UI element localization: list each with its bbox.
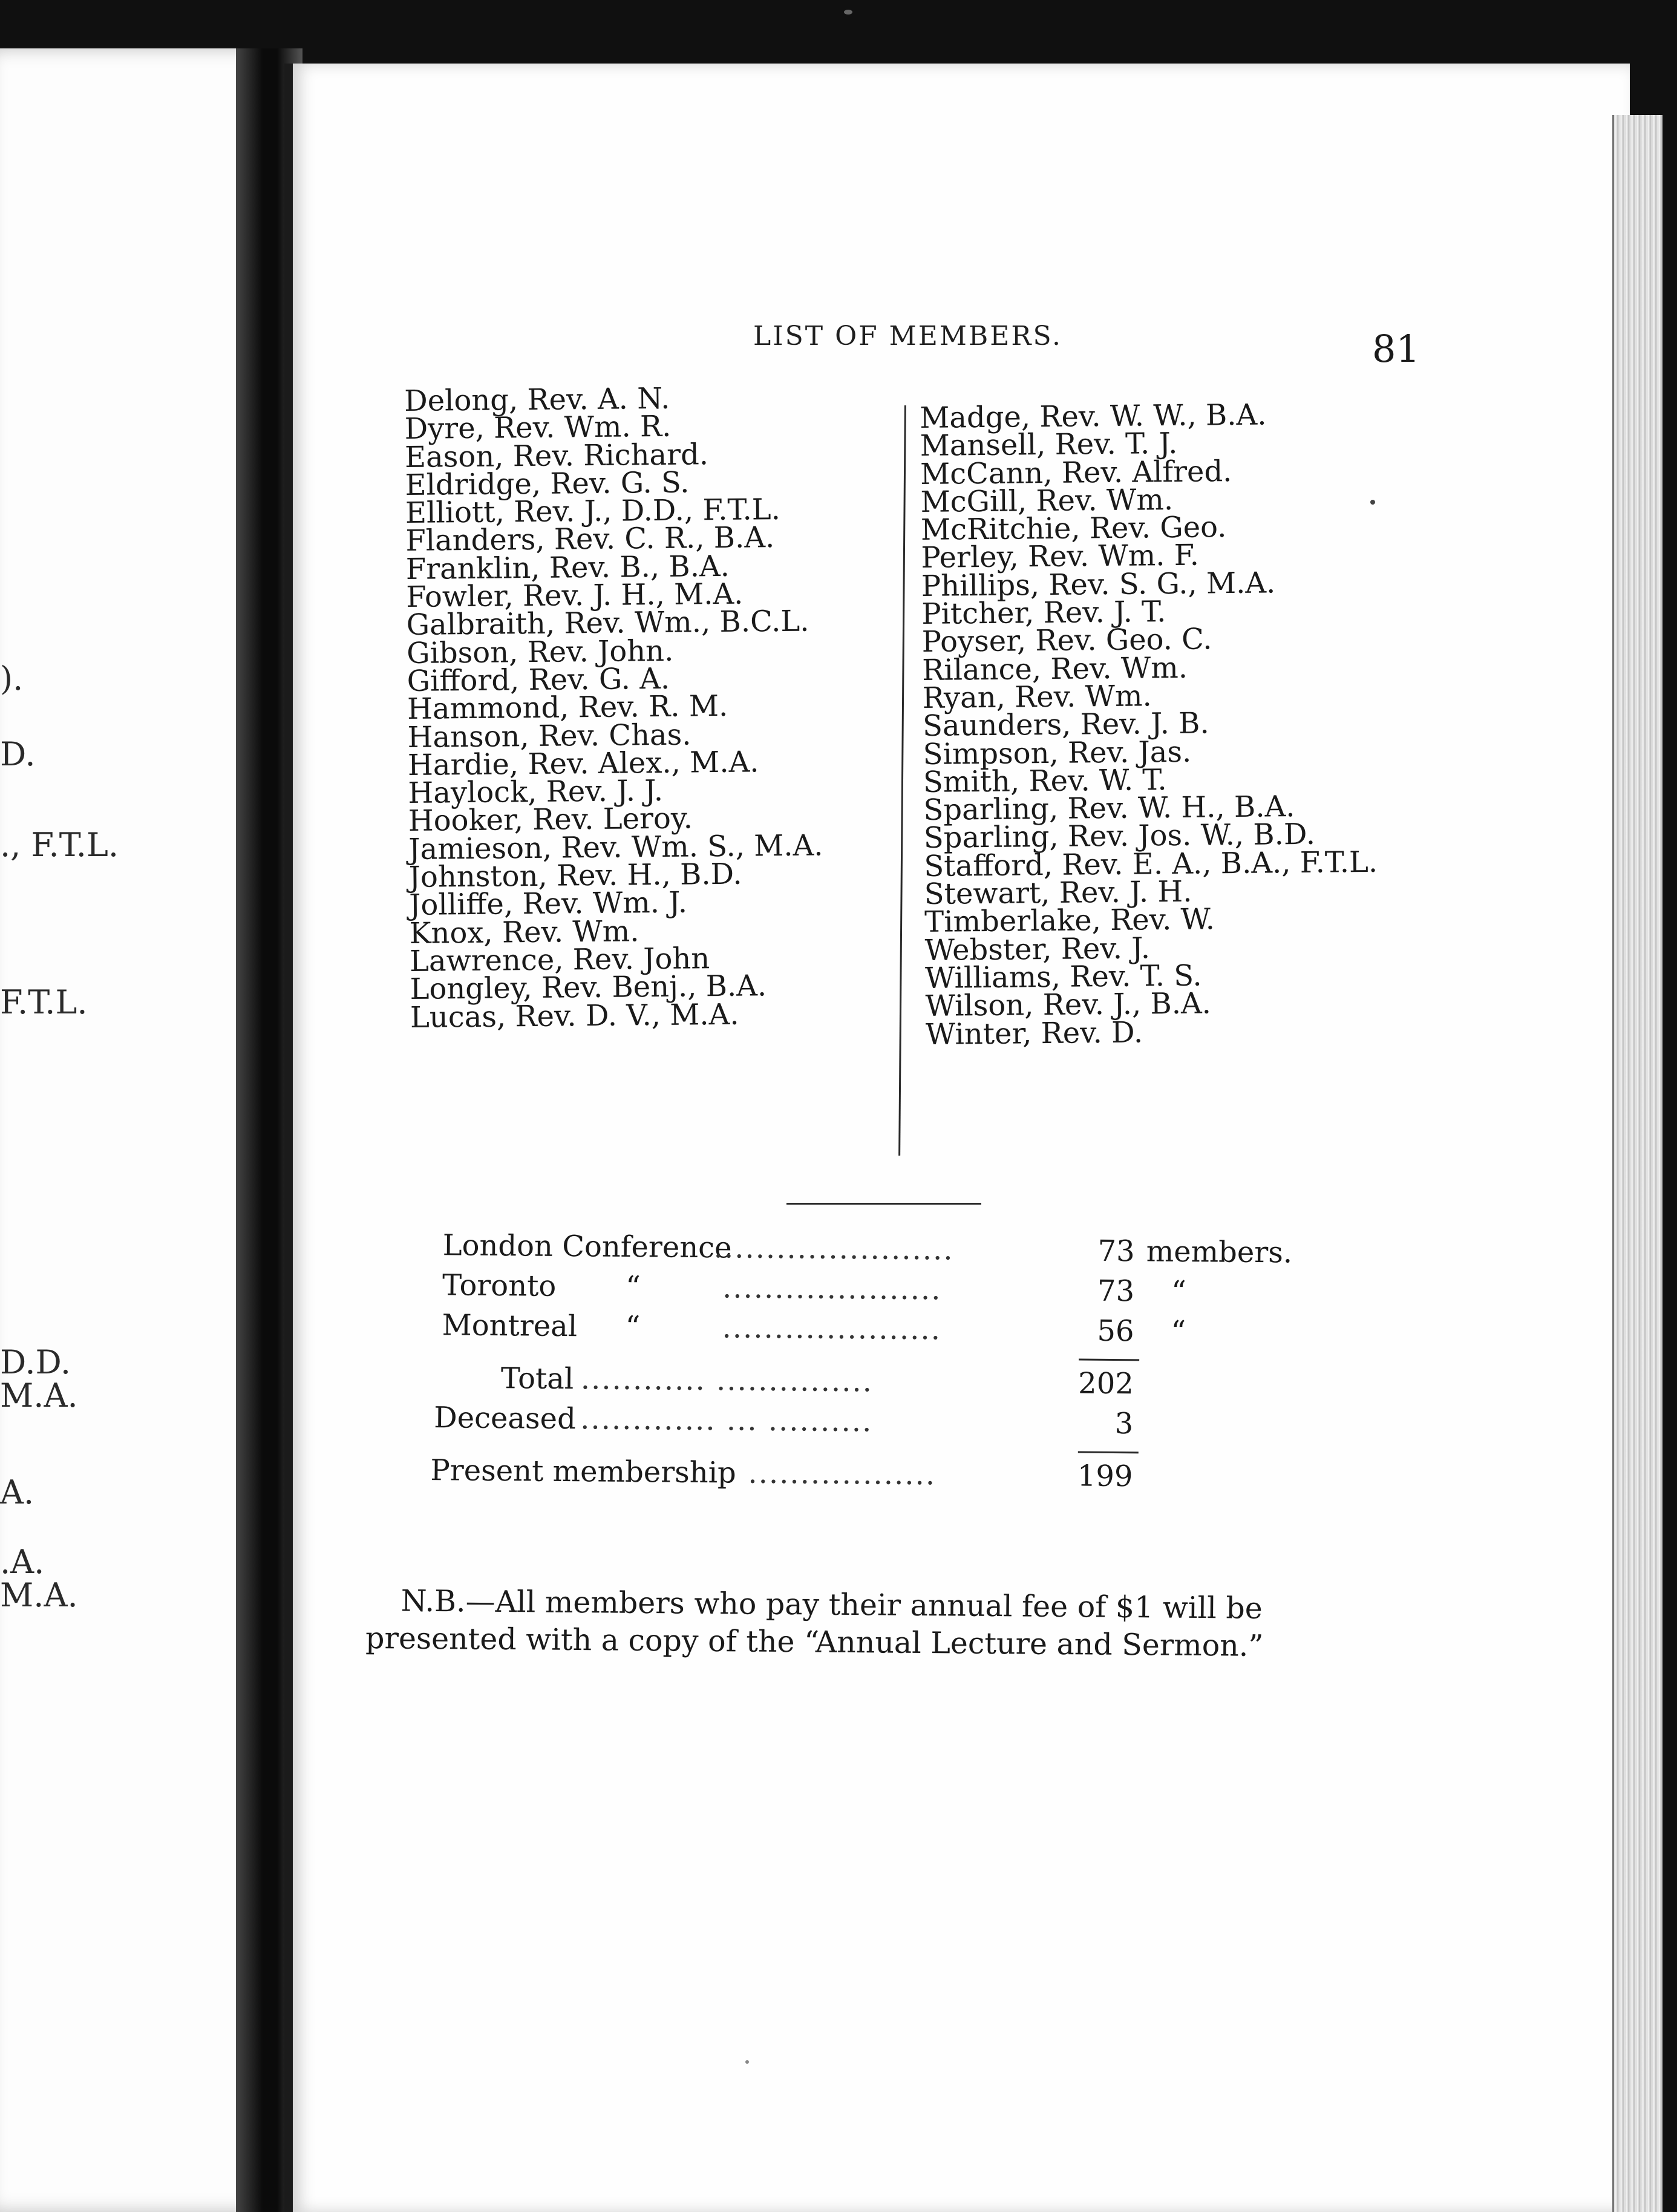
tally-row-total bbox=[422, 1361, 1270, 1408]
member-entry: Perley, Rev. Wm. F. bbox=[921, 538, 1200, 575]
member-entry: Gifford, Rev. G. A. bbox=[407, 661, 670, 698]
leader-dots: ............. ... .......... bbox=[580, 1402, 873, 1439]
member-entry: Stewart, Rev. J. H. bbox=[924, 874, 1192, 912]
member-column-left bbox=[404, 381, 906, 1035]
footnote-nb: N.B.—All members who pay their annual fee of $1 will be presented with a copy of the “Annual Lecture and Sermon.” bbox=[365, 1583, 1264, 1663]
member-entry: Saunders, Rev. J. B. bbox=[922, 706, 1209, 744]
tally-label: Deceased bbox=[434, 1401, 577, 1436]
member-entry: Gibson, Rev. John. bbox=[406, 633, 674, 670]
tally-label: Present membership bbox=[430, 1453, 737, 1490]
leader-dots: ............ ............... bbox=[580, 1362, 874, 1399]
left-page-fragment: .A. bbox=[0, 1543, 45, 1581]
tally-count: 56 bbox=[1097, 1314, 1134, 1349]
ditto-mark: “ bbox=[625, 1269, 641, 1304]
tally-count: 3 bbox=[1114, 1406, 1134, 1441]
tally-row-toronto bbox=[423, 1268, 1270, 1315]
left-page-fragment: M.A. bbox=[0, 1576, 78, 1614]
left-page-fragment: ., F.T.L. bbox=[0, 826, 119, 864]
member-entry: Eldridge, Rev. G. S. bbox=[405, 465, 690, 502]
member-entry: Mansell, Rev. T. J. bbox=[920, 427, 1178, 463]
member-entry: Hooker, Rev. Leroy. bbox=[408, 801, 693, 839]
member-entry: Flanders, Rev. C. R., B.A. bbox=[405, 520, 775, 558]
member-entry: Ryan, Rev. Wm. bbox=[922, 679, 1152, 715]
member-entry: Phillips, Rev. S. G., M.A. bbox=[921, 566, 1276, 603]
left-page-fragment: F.T.L. bbox=[0, 983, 88, 1021]
member-entry: Timberlake, Rev. W. bbox=[924, 902, 1215, 940]
member-entry: Madge, Rev. W. W., B.A. bbox=[919, 398, 1267, 435]
left-page-fragment: D.D. bbox=[0, 1343, 71, 1381]
member-entry: McCann, Rev. Alfred. bbox=[920, 454, 1232, 491]
tally-unit: “ bbox=[1171, 1274, 1186, 1309]
member-entry: Webster, Rev. J. bbox=[924, 931, 1151, 967]
member-entry: Simpson, Rev. Jas. bbox=[923, 735, 1192, 771]
leader-dots: ..................... bbox=[722, 1271, 942, 1307]
member-entry: Franklin, Rev. B., B.A. bbox=[405, 549, 730, 586]
member-entry: Fowler, Rev. J. H., M.A. bbox=[406, 577, 744, 615]
page-edges bbox=[1612, 115, 1662, 2212]
running-head: LIST OF MEMBERS. bbox=[753, 321, 1063, 352]
scan-speck bbox=[1370, 500, 1375, 505]
member-entry: Hardie, Rev. Alex., M.A. bbox=[407, 745, 759, 782]
left-page-fragment: M.A. bbox=[0, 1376, 78, 1415]
member-entry: Wilson, Rev. J., B.A. bbox=[925, 986, 1212, 1024]
member-entry: Sparling, Rev. W. H., B.A. bbox=[923, 790, 1295, 828]
tally-row-deceased bbox=[422, 1401, 1269, 1448]
left-page-fragment: D. bbox=[0, 735, 36, 773]
left-page-fragment: ). bbox=[0, 659, 24, 698]
member-entry: Rilance, Rev. Wm. bbox=[921, 650, 1188, 687]
member-entry: Smith, Rev. W. T. bbox=[923, 762, 1167, 799]
leader-dots: ..................... bbox=[722, 1311, 942, 1347]
member-entry: Haylock, Rev. J. J. bbox=[408, 774, 664, 811]
member-entry: Hammond, Rev. R. M. bbox=[407, 689, 728, 727]
member-entry: Dyre, Rev. Wm. R. bbox=[404, 410, 672, 447]
member-entry: Galbraith, Rev. Wm., B.C.L. bbox=[406, 604, 809, 643]
tally-label: Montreal bbox=[442, 1308, 578, 1344]
leader-dots: .................. bbox=[748, 1456, 937, 1492]
tally-label: London Conference bbox=[442, 1228, 732, 1265]
tally-count: 199 bbox=[1077, 1459, 1133, 1494]
member-entry: Jolliffe, Rev. Wm. J. bbox=[408, 885, 688, 923]
member-column-right bbox=[919, 398, 1440, 1052]
tally-unit: members. bbox=[1146, 1234, 1293, 1270]
member-entry: McRitchie, Rev. Geo. bbox=[920, 510, 1227, 548]
member-entry: Lucas, Rev. D. V., M.A. bbox=[410, 997, 739, 1035]
tally-count: 73 bbox=[1097, 1234, 1135, 1269]
page-number: 81 bbox=[1372, 327, 1420, 371]
sum-rule bbox=[1079, 1358, 1139, 1361]
scan-speck bbox=[745, 2060, 749, 2064]
tally-label: Total bbox=[500, 1361, 574, 1396]
member-entry: Delong, Rev. A. N. bbox=[404, 381, 670, 418]
member-entry: Johnston, Rev. H., B.D. bbox=[408, 857, 742, 895]
member-entry: Jamieson, Rev. Wm. S., M.A. bbox=[408, 828, 823, 866]
member-entry: Hanson, Rev. Chas. bbox=[407, 718, 691, 754]
sum-rule bbox=[1078, 1451, 1139, 1453]
member-entry: Poyser, Rev. Geo. C. bbox=[921, 622, 1212, 659]
member-entry: Williams, Rev. T. S. bbox=[924, 958, 1202, 995]
ditto-mark: “ bbox=[625, 1309, 641, 1344]
tally-label: Toronto bbox=[442, 1268, 557, 1303]
member-entry: Winter, Rev. D. bbox=[925, 1015, 1143, 1052]
section-rule bbox=[786, 1203, 981, 1205]
membership-tally bbox=[421, 1228, 1293, 1500]
member-entry: Sparling, Rev. Jos. W., B.D. bbox=[923, 817, 1316, 856]
member-entry: McGill, Rev. Wm. bbox=[920, 482, 1174, 519]
member-entry: Pitcher, Rev. J. T. bbox=[921, 595, 1166, 632]
member-entry: Knox, Rev. Wm. bbox=[409, 914, 639, 951]
scan-speck bbox=[844, 10, 852, 15]
member-entry: Lawrence, Rev. John bbox=[409, 941, 710, 978]
left-page-fragment: A. bbox=[0, 1473, 34, 1511]
tally-row-london bbox=[423, 1228, 1293, 1275]
member-entry: Stafford, Rev. E. A., B.A., F.T.L. bbox=[924, 845, 1378, 883]
tally-count: 73 bbox=[1097, 1274, 1135, 1309]
tally-unit: “ bbox=[1171, 1314, 1186, 1349]
tally-row-montreal bbox=[422, 1308, 1270, 1355]
leader-dots: ....................... bbox=[713, 1231, 954, 1267]
member-entry: Elliott, Rev. J., D.D., F.T.L. bbox=[405, 492, 781, 531]
member-entry: Eason, Rev. Richard. bbox=[404, 437, 709, 474]
tally-count: 202 bbox=[1077, 1366, 1134, 1401]
member-entry: Longley, Rev. Benj., B.A. bbox=[410, 969, 767, 1007]
tally-row-present bbox=[421, 1453, 1269, 1500]
